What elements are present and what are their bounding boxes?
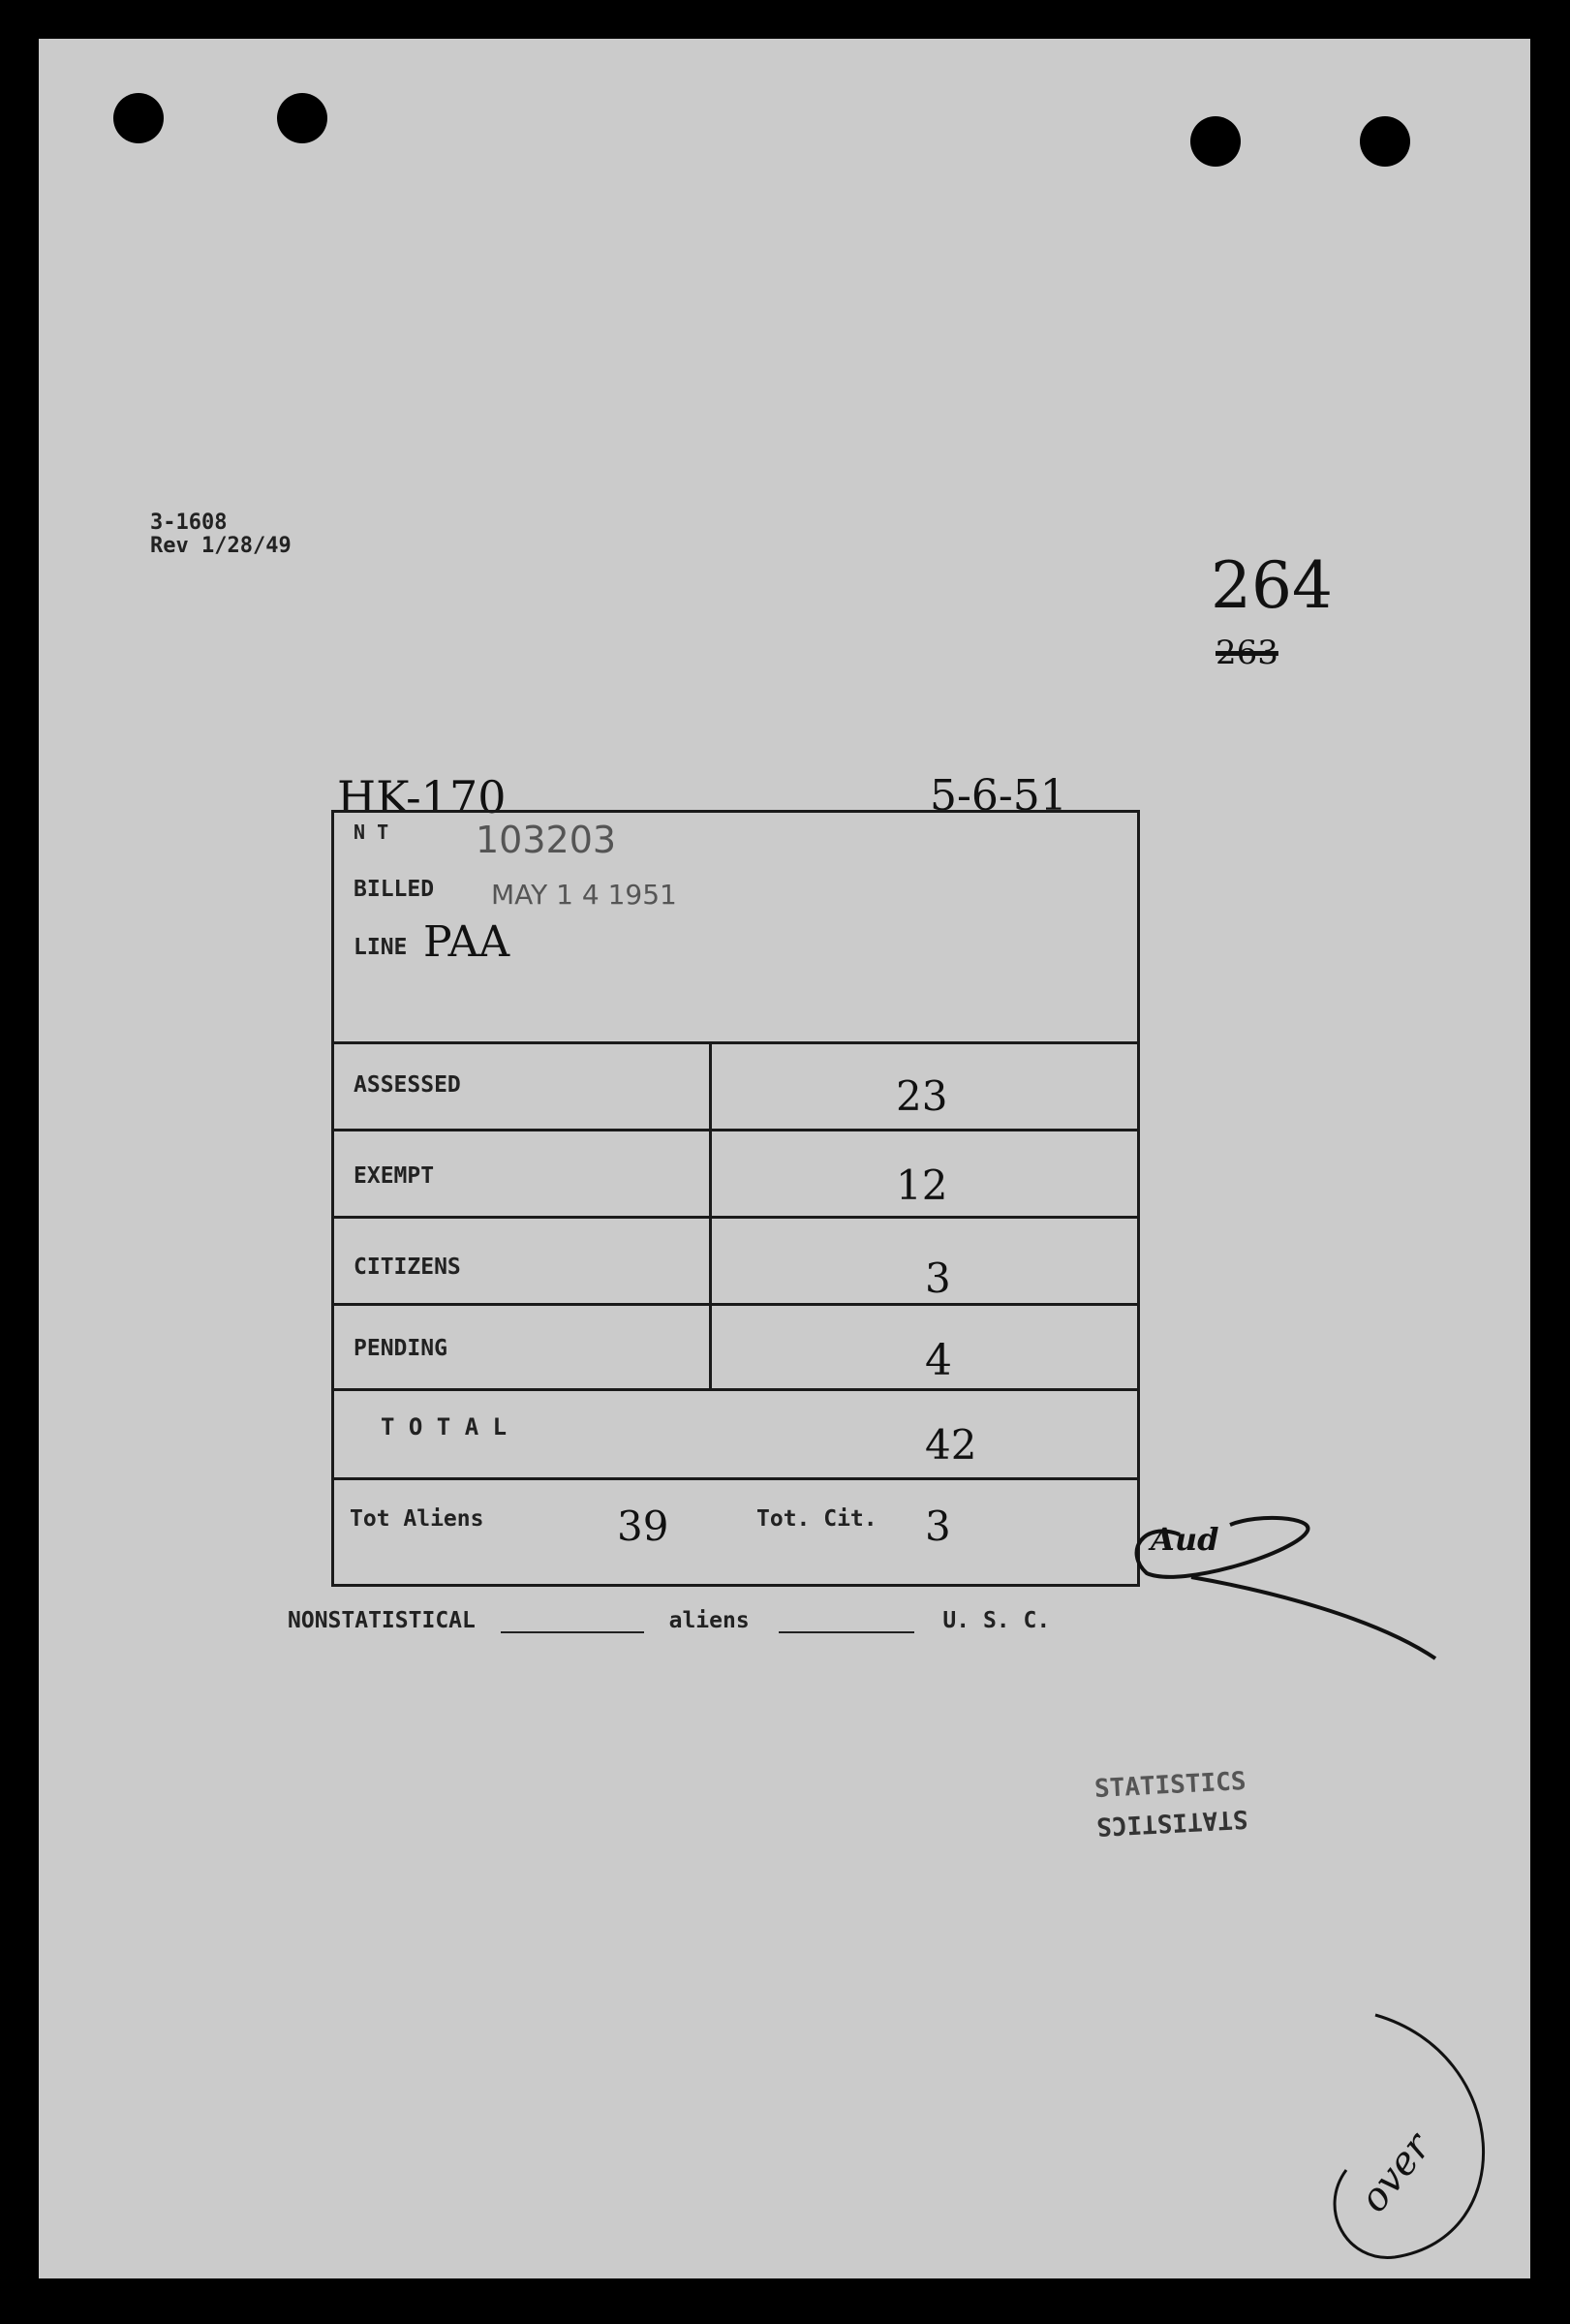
exempt-label: EXEMPT: [354, 1163, 435, 1189]
citizens-value: 3: [925, 1255, 951, 1302]
divider: [334, 1216, 1137, 1219]
punch-hole: [1360, 116, 1410, 167]
total-citizens-value: 3: [925, 1503, 951, 1550]
total-aliens-label: Tot Aliens: [350, 1506, 484, 1532]
pending-value: 4: [925, 1336, 952, 1385]
form-code: [150, 511, 292, 558]
nt-number: 103203: [476, 819, 617, 861]
divider: [334, 1041, 1137, 1044]
punch-hole: [113, 93, 164, 143]
flight-number: HK-170: [337, 771, 507, 823]
form-revision: Rev 1/28/49: [150, 534, 292, 558]
divider: [334, 1388, 1137, 1391]
total-value: 42: [925, 1421, 977, 1469]
citizens-label: CITIZENS: [354, 1255, 461, 1280]
manifest-form: [331, 810, 1140, 1587]
exempt-value: 12: [896, 1162, 948, 1209]
margin-note-mark: [1317, 1996, 1530, 2277]
nonstatistical-aliens-label: aliens: [668, 1608, 750, 1633]
billed-date: MAY 1 4 1951: [491, 879, 677, 911]
total-citizens-label: Tot. Cit.: [756, 1506, 877, 1532]
form-number: 3-1608: [150, 511, 228, 535]
handwritten-date: 5-6-51: [930, 771, 1067, 821]
struck-page-number: 263: [1216, 634, 1278, 672]
line-value: PAA: [423, 917, 510, 967]
margin-note: over: [1351, 2124, 1440, 2221]
nonstatistical-usc-label: U. S. C.: [942, 1608, 1051, 1633]
statistics-stamp: STATISTICS: [1093, 1766, 1247, 1805]
column-divider: [709, 1041, 712, 1388]
total-aliens-value: 39: [617, 1503, 669, 1550]
line-label: LINE: [354, 935, 408, 960]
nonstatistical-line: [288, 1608, 1050, 1633]
total-label: T O T A L: [381, 1413, 508, 1441]
document-page: [39, 39, 1530, 2278]
nt-label: N T: [354, 821, 389, 844]
page-number: 264: [1211, 548, 1333, 623]
statistics-stamp-inverted: STATISTICS: [1095, 1803, 1249, 1842]
divider: [334, 1477, 1137, 1480]
assessed-label: ASSESSED: [354, 1072, 461, 1098]
divider: [334, 1303, 1137, 1306]
initials: Aud: [1151, 1521, 1219, 1558]
nonstatistical-blank: [501, 1631, 644, 1633]
pending-label: PENDING: [354, 1336, 447, 1361]
billed-label: BILLED: [354, 877, 435, 902]
punch-hole: [277, 93, 327, 143]
divider: [334, 1129, 1137, 1131]
assessed-value: 23: [896, 1072, 948, 1120]
punch-hole: [1190, 116, 1241, 167]
initials-mark: [1104, 1482, 1453, 1666]
nonstatistical-label: NONSTATISTICAL: [288, 1608, 476, 1633]
nonstatistical-blank: [779, 1631, 914, 1633]
